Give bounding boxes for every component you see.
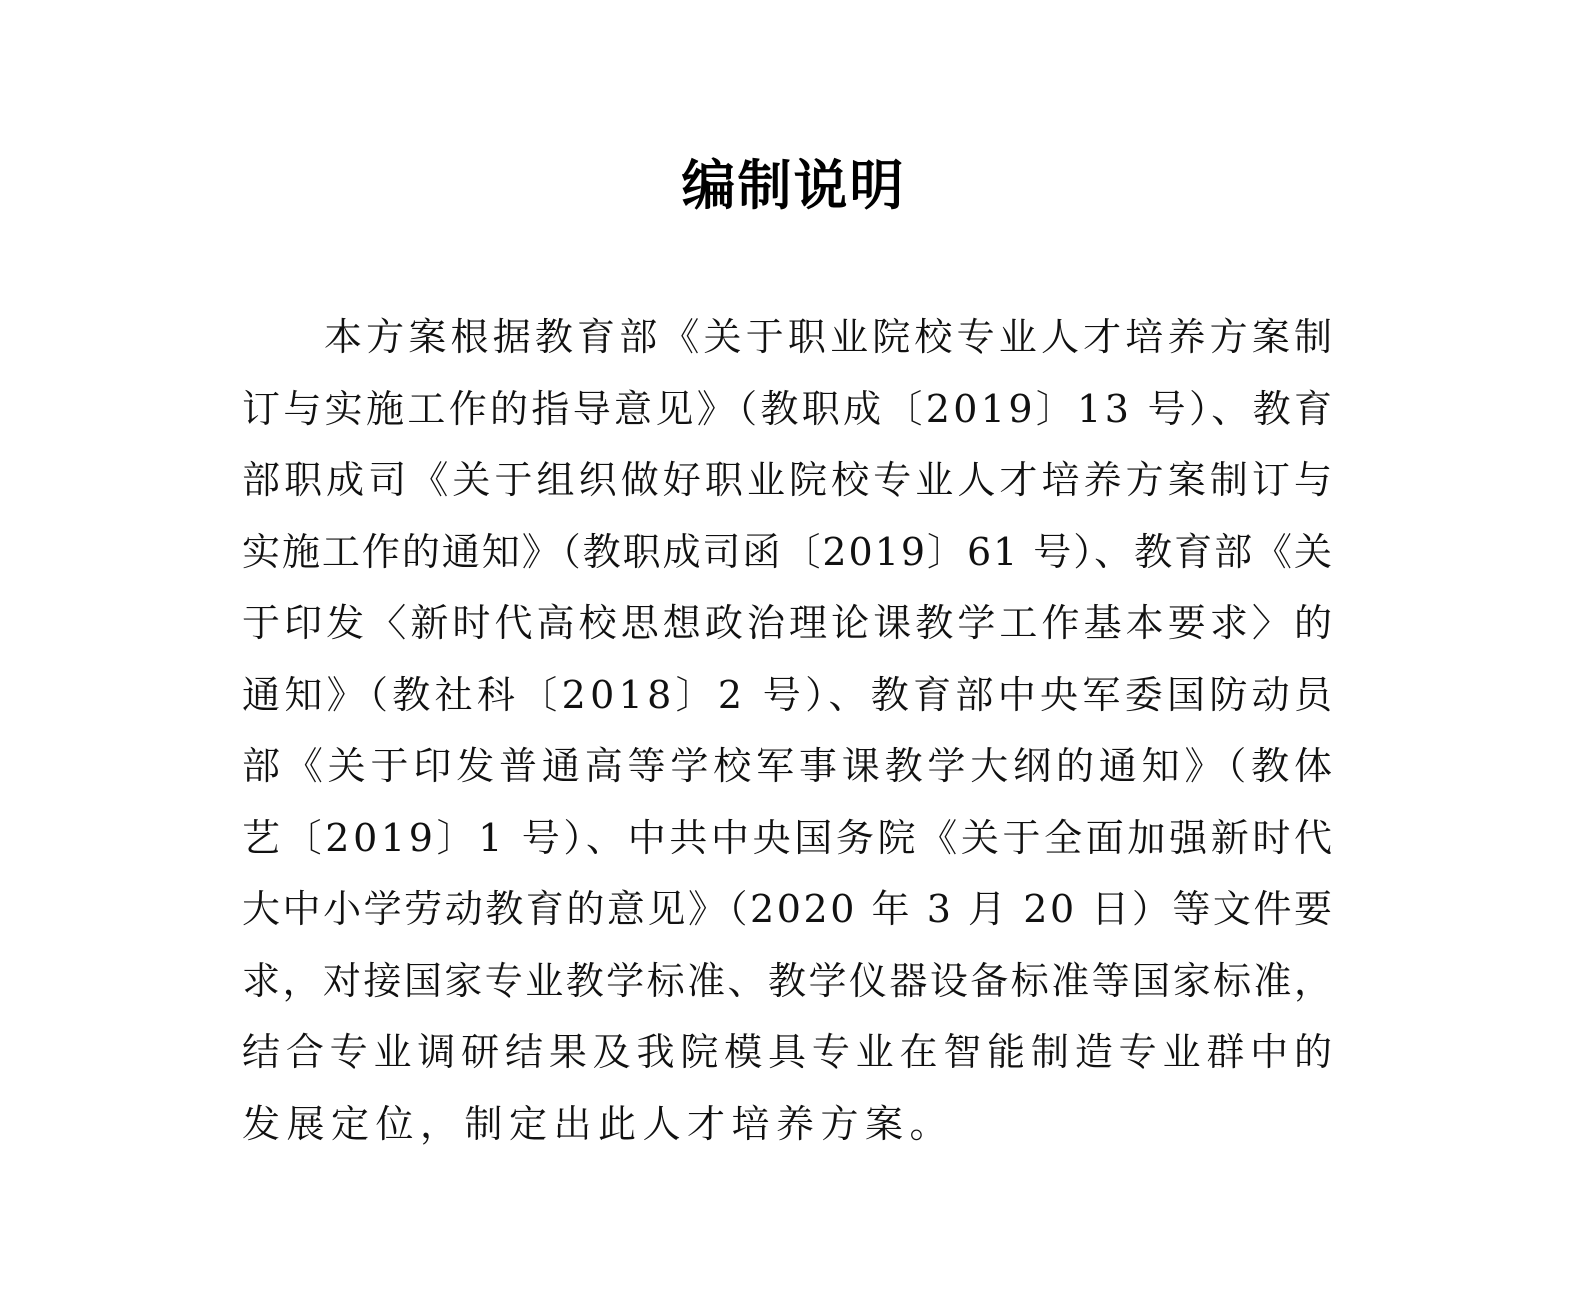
page-title: 编制说明 bbox=[681, 154, 906, 217]
paragraph-line: 部《关于印发普通高等学校军事课教学大纲的通知》（教体 bbox=[242, 744, 1337, 788]
paragraph-line: 大中小学劳动教育的意见》（2020 年 3 月 20 日）等文件要 bbox=[242, 887, 1335, 931]
paragraph-line: 订与实施工作的指导意见》（教职成〔2019〕13 号）、教育 bbox=[242, 386, 1336, 431]
paragraph-line: 实施工作的通知》（教职成司函〔2019〕61 号）、教育部《关 bbox=[242, 529, 1334, 574]
paragraph-line: 求，对接国家专业教学标准、教学仪器设备标准等国家标准， bbox=[242, 958, 1335, 1003]
paragraph-line: 通知》（教社科〔2018〕2 号）、教育部中央军委国防动员 bbox=[242, 672, 1337, 717]
body-paragraph bbox=[242, 302, 1338, 1160]
paragraph-line: 艺〔2019〕1 号）、中共中央国务院《关于全面加强新时代 bbox=[242, 815, 1336, 860]
paragraph-line: 本方案根据教育部《关于职业院校专业人才培养方案制 bbox=[324, 315, 1337, 359]
paragraph-line: 发展定位，制定出此人才培养方案。 bbox=[242, 1101, 955, 1146]
paragraph-line: 部职成司《关于组织做好职业院校专业人才培养方案制订与 bbox=[242, 458, 1337, 502]
paragraph-line: 于印发〈新时代高校思想政治理论课教学工作基本要求〉的 bbox=[242, 601, 1337, 645]
paragraph-line: 结合专业调研结果及我院模具专业在智能制造专业群中的 bbox=[242, 1030, 1338, 1074]
